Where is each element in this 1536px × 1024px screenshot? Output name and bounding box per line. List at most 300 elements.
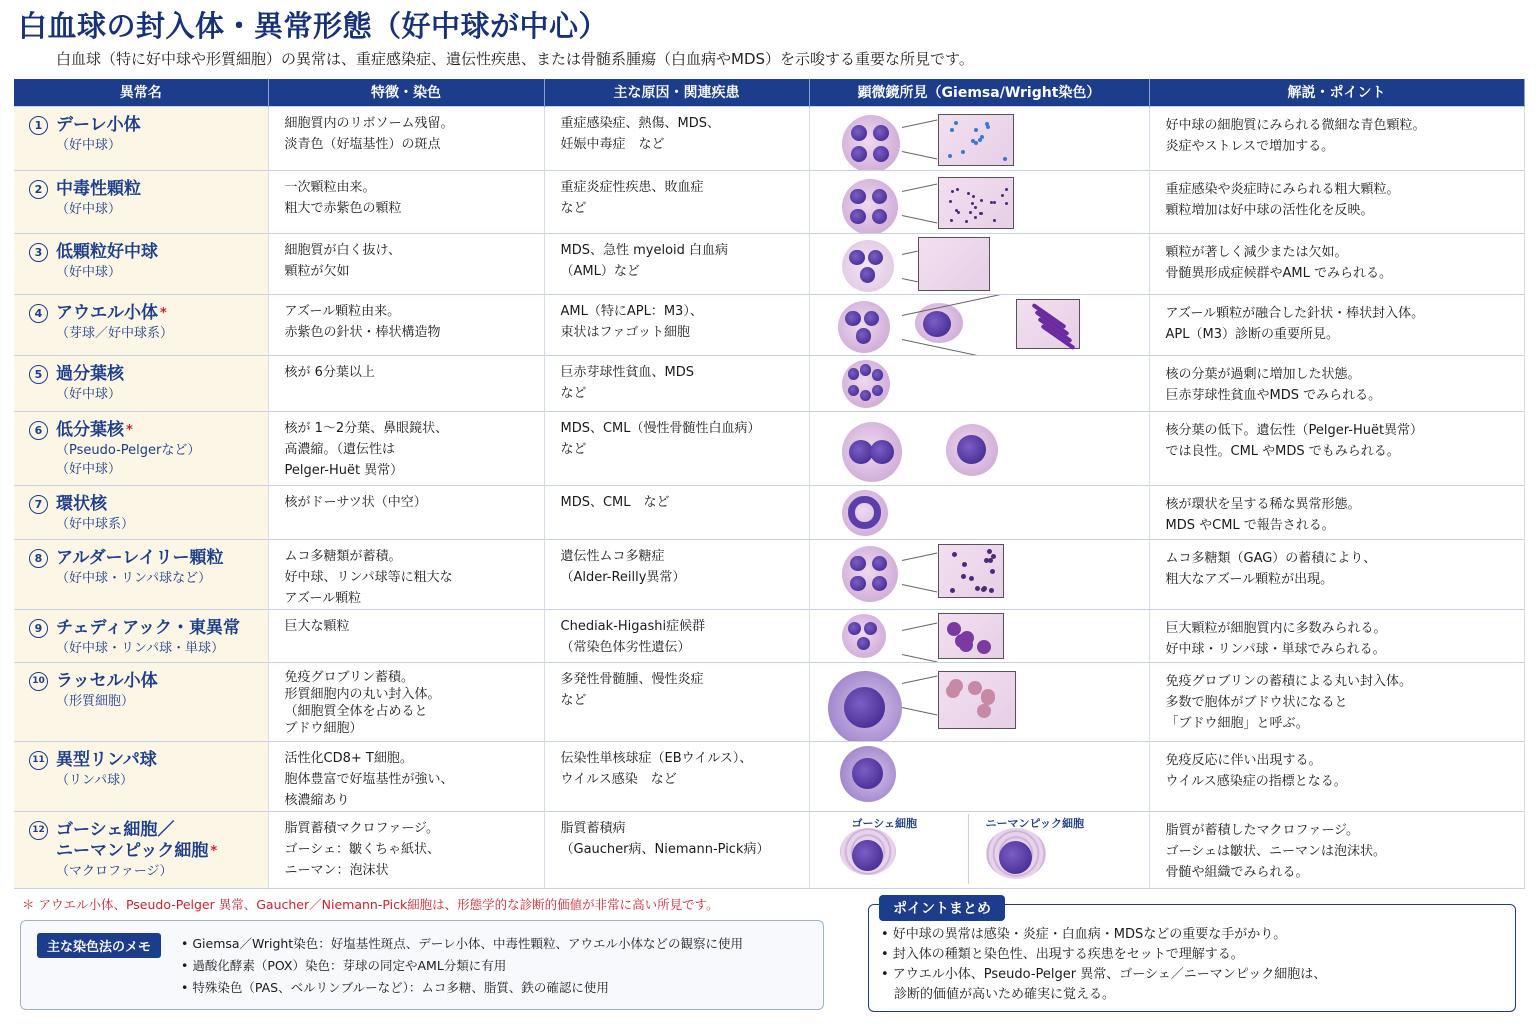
nucleus-lobe	[870, 440, 894, 464]
notes-cell	[1149, 539, 1524, 609]
granule-dot	[974, 216, 977, 219]
header-microscopy: 顕微鏡所見（Giemsa/Wright染色）	[809, 79, 1149, 106]
features-line: （細胞質全体を占めると	[284, 703, 428, 719]
features-cell	[268, 233, 544, 294]
header-name: 異常名	[14, 79, 268, 106]
abnormality-name-cell	[14, 355, 268, 411]
abnormality-table	[14, 79, 1525, 889]
features-cell	[268, 662, 544, 741]
header-features: 特徴・染色	[268, 79, 544, 106]
nucleus-lobe	[850, 556, 866, 572]
nucleus-lobe	[848, 368, 860, 380]
abnormality-name: 低分葉核	[56, 419, 124, 440]
nucleus-lobe	[848, 622, 861, 635]
table-row	[14, 170, 1524, 233]
causes-cell	[544, 741, 809, 811]
abnormality-name-cell	[14, 741, 268, 811]
summary-point-item: • 好中球の異常は感染・炎症・白血病・MDSなどの重要な手がかり。	[881, 927, 1287, 942]
row-number-badge: 12	[29, 821, 48, 840]
features-line: 顆粒が欠如	[284, 263, 350, 279]
magnified-inset	[918, 237, 990, 291]
table-row	[14, 294, 1524, 355]
abnormality-name: 低顆粒好中球	[56, 241, 158, 262]
cell-micrograph	[838, 301, 890, 353]
micrograph-cell	[809, 609, 1149, 662]
notes-line: 免疫グロブリンの蓄積による丸い封入体。	[1165, 673, 1412, 689]
notes-cell	[1149, 485, 1524, 539]
zoom-connector-line	[901, 552, 936, 560]
stain-memo-title: 主な染色法のメモ	[37, 933, 161, 958]
nucleus-lobe	[864, 622, 877, 635]
granule-dot	[969, 576, 974, 581]
nucleus-lobe	[844, 687, 885, 728]
causes-cell	[544, 233, 809, 294]
notes-line: 顆粒増加は好中球の活性化を反映。	[1165, 202, 1374, 218]
granule-dot	[965, 220, 968, 223]
micrograph-cell	[809, 106, 1149, 170]
zoom-connector-line	[901, 584, 936, 592]
causes-line: （Alder-Reilly異常）	[560, 569, 686, 585]
cell-micrograph	[840, 746, 896, 802]
notes-cell	[1149, 741, 1524, 811]
zoom-connector-line	[901, 707, 936, 715]
diagnostic-star-mark: *	[160, 305, 167, 321]
footnote: ＊ アウエル小体、Pseudo-Pelger 異常、Gaucher／Niemann-Pick細胞は、形態学的な診断的価値が非常に高い所見です。	[22, 897, 719, 912]
notes-line: 多数で胞体がブドウ状になると	[1165, 694, 1348, 710]
zoom-connector-line	[901, 622, 936, 630]
cell-micrograph	[986, 828, 1046, 879]
nucleus-lobe	[852, 758, 883, 789]
granule-dot	[950, 219, 953, 222]
causes-line: 伝染性単核球症（EBウイルス）、	[560, 750, 753, 766]
granule-dot	[990, 569, 995, 574]
abnormality-name: ゴーシェ細胞／	[56, 819, 175, 840]
nucleus-lobe	[957, 435, 986, 464]
granule-dot	[956, 188, 959, 191]
features-line: 粗大で赤紫色の顆粒	[284, 200, 402, 216]
magnified-inset	[938, 114, 1014, 166]
features-line: 活性化CD8+ T細胞。	[284, 750, 413, 766]
granule-dot	[977, 640, 991, 654]
notes-line: 巨大顆粒が細胞質内に多数みられる。	[1165, 620, 1387, 636]
features-line: 核が 1～2分葉、鼻眼鏡状、	[284, 420, 449, 436]
causes-line: 巨赤芽球性貧血、MDS	[560, 364, 694, 380]
notes-line: ムコ多糖類（GAG）の蓄積により、	[1165, 550, 1377, 566]
granule-dot	[993, 201, 996, 204]
nucleus-lobe	[868, 250, 884, 266]
notes-line: 核が環状を呈する稀な異常形態。	[1165, 496, 1361, 512]
micrograph-divider	[968, 814, 969, 884]
granule-dot	[951, 190, 954, 193]
cell-type-label: （Pseudo-Pelgerなど）	[56, 442, 201, 458]
cell-micrograph	[842, 546, 898, 602]
notes-line: 炎症やストレスで増加する。	[1165, 138, 1335, 154]
zoom-connector-line	[901, 675, 936, 683]
abnormality-name-cell	[14, 294, 268, 355]
nucleus-lobe	[850, 189, 866, 205]
causes-line: MDS、CML（慢性骨髄性白血病）	[560, 420, 761, 436]
granule-dot	[986, 125, 990, 129]
features-cell	[268, 741, 544, 811]
granule-dot	[950, 128, 954, 132]
granule-dot	[988, 558, 993, 563]
notes-line: 巨赤芽球性貧血やMDS でみられる。	[1165, 387, 1382, 403]
features-line: ニーマン：泡沫状	[284, 862, 389, 878]
notes-line: 重症感染や炎症時にみられる粗大顆粒。	[1165, 181, 1400, 197]
causes-line: ウイルス感染 など	[560, 771, 677, 787]
magnified-inset	[938, 544, 1004, 598]
cell-micrograph	[842, 115, 900, 171]
granule-dot	[949, 200, 952, 203]
granule-dot	[952, 552, 957, 557]
features-line: 巨大な顆粒	[284, 618, 350, 634]
granule-dot	[978, 138, 982, 142]
cell-type-label: （好中球）	[56, 386, 122, 402]
micrograph-cell	[809, 411, 1149, 485]
features-line: Pelger-Huët 異常）	[284, 462, 404, 478]
auer-rod-cell-micrograph	[915, 303, 963, 344]
features-line: 免疫グロブリン蓄積。	[284, 669, 414, 685]
features-cell	[268, 355, 544, 411]
row-number-badge: 11	[29, 751, 48, 770]
cell-type-label: （好中球）	[56, 461, 122, 477]
notes-line: 核の分葉が過剰に増加した状態。	[1165, 366, 1361, 382]
abnormality-name-cell	[14, 811, 268, 888]
granule-dot	[975, 586, 980, 591]
row-number-badge: 8	[29, 549, 48, 568]
table-row	[14, 106, 1524, 170]
summary-point-item: 診断的価値が高いため確実に覚える。	[881, 987, 1116, 1002]
nucleus-lobe	[860, 390, 872, 402]
stain-memo-item: • Giemsa／Wright染色：好塩基性斑点、デーレ小体、中毒性顆粒、アウエル小体などの観察に使用	[181, 936, 743, 951]
page-title: 白血球の封入体・異常形態（好中球が中心）	[18, 9, 609, 43]
magnified-inset	[938, 671, 1016, 729]
nucleus-lobe	[849, 250, 865, 266]
abnormality-name-cell	[14, 485, 268, 539]
causes-line: 重症炎症性疾患、敗血症	[560, 179, 704, 195]
ring-nucleus	[848, 496, 880, 528]
granule-dot	[950, 588, 955, 593]
abnormality-name-cell	[14, 609, 268, 662]
granule-dot	[957, 211, 960, 214]
cell-micrograph	[840, 828, 896, 876]
row-number-badge: 1	[29, 116, 48, 135]
granule-dot	[1005, 202, 1008, 205]
cell-type-label: （リンパ球）	[56, 772, 134, 788]
nucleus-lobe	[851, 125, 867, 141]
row-number-badge: 2	[29, 180, 48, 199]
abnormality-name-line2: ニーマンピック細胞	[56, 840, 209, 861]
features-line: ブドウ細胞）	[284, 720, 363, 736]
causes-cell	[544, 539, 809, 609]
causes-line: 脂質蓄積病	[560, 820, 626, 836]
notes-line: 粗大なアズール顆粒が出現。	[1165, 571, 1334, 587]
magnified-inset	[1016, 299, 1080, 349]
granule-dot	[1003, 157, 1007, 161]
granule-dot	[981, 587, 986, 592]
cell-micrograph	[842, 179, 898, 234]
nucleus-lobe	[850, 209, 866, 225]
nucleus-lobe	[860, 364, 872, 376]
abnormality-name-cell	[14, 106, 268, 170]
features-line: 核が 6分葉以上	[284, 364, 375, 380]
stain-memo-box	[20, 920, 824, 1010]
abnormality-name: デーレ小体	[56, 114, 141, 135]
causes-line: AML（特にAPL：M3）、	[560, 303, 703, 319]
causes-line: MDS、CML など	[560, 494, 670, 510]
table-row	[14, 811, 1524, 888]
features-cell	[268, 411, 544, 485]
granule-dot	[977, 704, 991, 718]
features-line: 好中球、リンパ球等に粗大な	[284, 569, 453, 585]
cell-micrograph	[842, 614, 886, 658]
cell-micrograph	[828, 671, 902, 742]
abnormality-name-cell	[14, 170, 268, 233]
notes-line: 「ブドウ細胞」と呼ぶ。	[1165, 715, 1309, 731]
abnormality-name: 過分葉核	[56, 363, 124, 384]
notes-line: アズール顆粒が融合した針状・棒状封入体。	[1165, 305, 1425, 321]
features-cell	[268, 811, 544, 888]
cell-type-label: （好中球・リンパ球・単球）	[56, 640, 225, 656]
diagnostic-star-mark: *	[126, 422, 133, 438]
causes-cell	[544, 106, 809, 170]
table-row	[14, 355, 1524, 411]
notes-cell	[1149, 106, 1524, 170]
causes-line: 多発性骨髄腫、慢性炎症	[560, 671, 704, 687]
notes-line: 骨髄や組織でみられる。	[1165, 864, 1309, 880]
causes-cell	[544, 609, 809, 662]
abnormality-name-cell	[14, 662, 268, 741]
nucleus-lobe	[999, 841, 1032, 874]
table-row	[14, 662, 1524, 741]
granule-dot	[974, 128, 978, 132]
notes-line: 好中球・リンパ球・単球でみられる。	[1165, 641, 1386, 657]
zoom-connector-line	[901, 654, 936, 662]
row-number-badge: 4	[29, 304, 48, 323]
abnormality-name: アウエル小体	[56, 302, 158, 323]
causes-line: （Gaucher病、Niemann-Pick病）	[560, 841, 770, 857]
zoom-connector-line	[901, 339, 1013, 355]
niemann-pick-cell-label: ニーマンピック細胞	[985, 816, 1085, 830]
diagnostic-star-mark: *	[210, 843, 218, 859]
stain-memo-list	[181, 933, 743, 999]
magnified-inset	[938, 177, 1014, 229]
causes-line: 遺伝性ムコ多糖症	[560, 548, 665, 564]
causes-cell	[544, 411, 809, 485]
features-cell	[268, 485, 544, 539]
nucleus-lobe	[850, 576, 866, 592]
micrograph-cell	[809, 662, 1149, 741]
features-line: アズール顆粒	[284, 590, 362, 606]
micrograph-cell	[809, 741, 1149, 811]
row-number-badge: 6	[29, 421, 48, 440]
zoom-connector-line	[901, 119, 936, 127]
notes-line: ゴーシェは皺状、ニーマンは泡沫状。	[1165, 843, 1386, 859]
features-cell	[268, 170, 544, 233]
causes-line: 束状はファゴット細胞	[560, 324, 690, 340]
granule-dot	[1001, 194, 1004, 197]
features-line: 細胞質内のリボソーム残留。	[284, 115, 454, 131]
abnormality-name-cell	[14, 539, 268, 609]
abnormality-name-cell	[14, 411, 268, 485]
notes-cell	[1149, 355, 1524, 411]
cell-micrograph	[842, 360, 890, 408]
table-header-row	[14, 79, 1524, 106]
nucleus-lobe	[856, 328, 872, 344]
nucleus-lobe	[848, 385, 860, 397]
cell-micrograph	[842, 240, 894, 292]
nucleus-lobe	[849, 440, 873, 464]
row-number-badge: 10	[29, 672, 48, 691]
row-number-badge: 3	[29, 243, 48, 262]
row-number-badge: 7	[29, 495, 48, 514]
causes-line: （常染色体劣性遺伝）	[560, 639, 691, 655]
cell-type-label: （好中球）	[56, 137, 122, 153]
notes-line: 好中球の細胞質にみられる微細な青色顆粒。	[1165, 117, 1426, 133]
causes-cell	[544, 662, 809, 741]
cell-type-label: （芽球／好中球系）	[56, 325, 174, 341]
granule-dot	[972, 195, 975, 198]
cell-type-label: （好中球・リンパ球など）	[56, 570, 212, 586]
causes-cell	[544, 170, 809, 233]
causes-line: など	[560, 385, 587, 401]
notes-cell	[1149, 411, 1524, 485]
zoom-connector-line	[901, 183, 936, 191]
granule-dot	[962, 562, 967, 567]
granule-dot	[980, 199, 983, 202]
abnormality-name: アルダーレイリー顆粒	[56, 547, 224, 568]
cell-type-label: （形質細胞）	[56, 693, 135, 709]
cell-micrograph	[842, 490, 888, 536]
features-cell	[268, 539, 544, 609]
features-line: 胞体豊富で好塩基性が強い、	[284, 771, 454, 787]
notes-cell	[1149, 294, 1524, 355]
cell-micrograph	[842, 422, 902, 482]
notes-line: ウイルス感染症の指標となる。	[1165, 773, 1347, 789]
abnormality-name: 中毒性顆粒	[56, 178, 141, 199]
features-line: 赤紫色の針状・棒状構造物	[284, 324, 441, 340]
granule-dot	[971, 202, 974, 205]
features-line: ゴーシェ：皺くちゃ紙状、	[284, 841, 440, 857]
abnormality-name: 異型リンパ球	[56, 749, 157, 770]
nucleus-lobe	[851, 146, 867, 162]
nucleus-lobe	[872, 189, 888, 205]
page-subtitle: 白血球（特に好中球や形質細胞）の異常は、重症感染症、遺伝性疾患、または骨髄系腫瘍（白血病やMDS）を示唆する重要な所見です。	[56, 50, 974, 68]
abnormality-name: チェディアック・東異常	[56, 617, 240, 638]
notes-cell	[1149, 662, 1524, 741]
granule-dot	[949, 679, 963, 693]
notes-line: 免疫反応に伴い出現する。	[1165, 752, 1322, 768]
features-line: 形質細胞内の丸い封入体。	[284, 686, 441, 702]
nucleus-lobe	[860, 267, 876, 283]
abnormality-name-cell	[14, 233, 268, 294]
micrograph-cell	[809, 355, 1149, 411]
zoom-connector-line	[901, 151, 936, 159]
summary-point-item: • アウエル小体、Pseudo-Pelger 異常、ゴーシェ／ニーマンピック細胞は、	[881, 967, 1327, 982]
notes-cell	[1149, 609, 1524, 662]
stain-memo-item: • 過酸化酵素（POX）染色：芽球の同定やAML分類に有用	[181, 958, 507, 973]
micrograph-cell	[809, 294, 1149, 355]
granule-dot	[968, 681, 982, 695]
micrograph-cell	[809, 539, 1149, 609]
causes-line: （AML）など	[560, 263, 640, 279]
micrograph-cell	[809, 811, 1149, 888]
granule-dot	[954, 121, 958, 125]
gaucher-cell-label: ゴーシェ細胞	[851, 816, 918, 830]
nucleus-lobe	[872, 385, 884, 397]
micrograph-cell	[809, 485, 1149, 539]
table-row	[14, 539, 1524, 609]
granule-dot	[1005, 188, 1008, 191]
features-line: 細胞質が白く抜け、	[284, 242, 401, 258]
granule-dot	[961, 574, 966, 579]
causes-cell	[544, 811, 809, 888]
causes-line: など	[560, 200, 587, 216]
causes-cell	[544, 355, 809, 411]
nucleus-lobe	[873, 146, 889, 162]
granule-dot	[967, 192, 970, 195]
granule-dot	[987, 549, 992, 554]
causes-line: など	[560, 441, 587, 457]
cell-type-label: （好中球）	[56, 201, 122, 217]
nucleus-lobe	[923, 311, 951, 337]
features-line: 高濃縮。（遺伝性は	[284, 441, 396, 457]
summary-points-list	[881, 925, 1326, 1005]
nucleus-lobe	[872, 576, 888, 592]
zoom-connector-line	[901, 250, 917, 254]
granule-dot	[948, 154, 952, 158]
micrograph-cell	[809, 233, 1149, 294]
cell-type-label: （マクロファージ）	[56, 863, 173, 879]
notes-line: APL（M3）診断の重要所見。	[1165, 326, 1339, 342]
causes-line: 妊娠中毒症 など	[560, 136, 665, 152]
features-line: 脂質蓄積マクロファージ。	[284, 820, 439, 836]
causes-cell	[544, 294, 809, 355]
granule-dot	[969, 211, 972, 214]
abnormality-name: ラッセル小体	[56, 670, 158, 691]
summary-points-box	[868, 901, 1516, 1012]
row-number-badge: 5	[29, 365, 48, 384]
causes-line: MDS、急性 myeloid 白血病	[560, 242, 729, 258]
cell-type-label: （好中球系）	[56, 516, 135, 532]
table-row	[14, 741, 1524, 811]
notes-line: 核分葉の低下。遺伝性（Pelger-Huët異常）	[1165, 422, 1424, 438]
abnormality-name: 環状核	[56, 493, 107, 514]
features-cell	[268, 106, 544, 170]
zoom-connector-line	[901, 278, 917, 282]
causes-line: 重症感染症、熱傷、MDS、	[560, 115, 720, 131]
nucleus-lobe	[872, 369, 884, 381]
nucleus-lobe	[873, 125, 889, 141]
nucleus-lobe	[872, 209, 888, 225]
notes-cell	[1149, 170, 1524, 233]
notes-cell	[1149, 233, 1524, 294]
causes-cell	[544, 485, 809, 539]
granule-dot	[971, 139, 975, 143]
row-number-badge: 9	[29, 619, 48, 638]
granule-dot	[993, 219, 996, 222]
notes-line: MDS やCML で報告される。	[1165, 517, 1335, 533]
nucleus-lobe	[857, 637, 870, 650]
header-causes: 主な原因・関連疾患	[544, 79, 809, 106]
granule-dot	[974, 206, 977, 209]
header-notes: 解説・ポイント	[1149, 79, 1524, 106]
micrograph-cell	[809, 170, 1149, 233]
cell-type-label: （好中球）	[56, 264, 122, 280]
nucleus-lobe	[845, 311, 861, 327]
notes-line: 顆粒が著しく減少または欠如。	[1165, 244, 1348, 260]
notes-line: 脂質が蓄積したマクロファージ。	[1165, 822, 1359, 838]
